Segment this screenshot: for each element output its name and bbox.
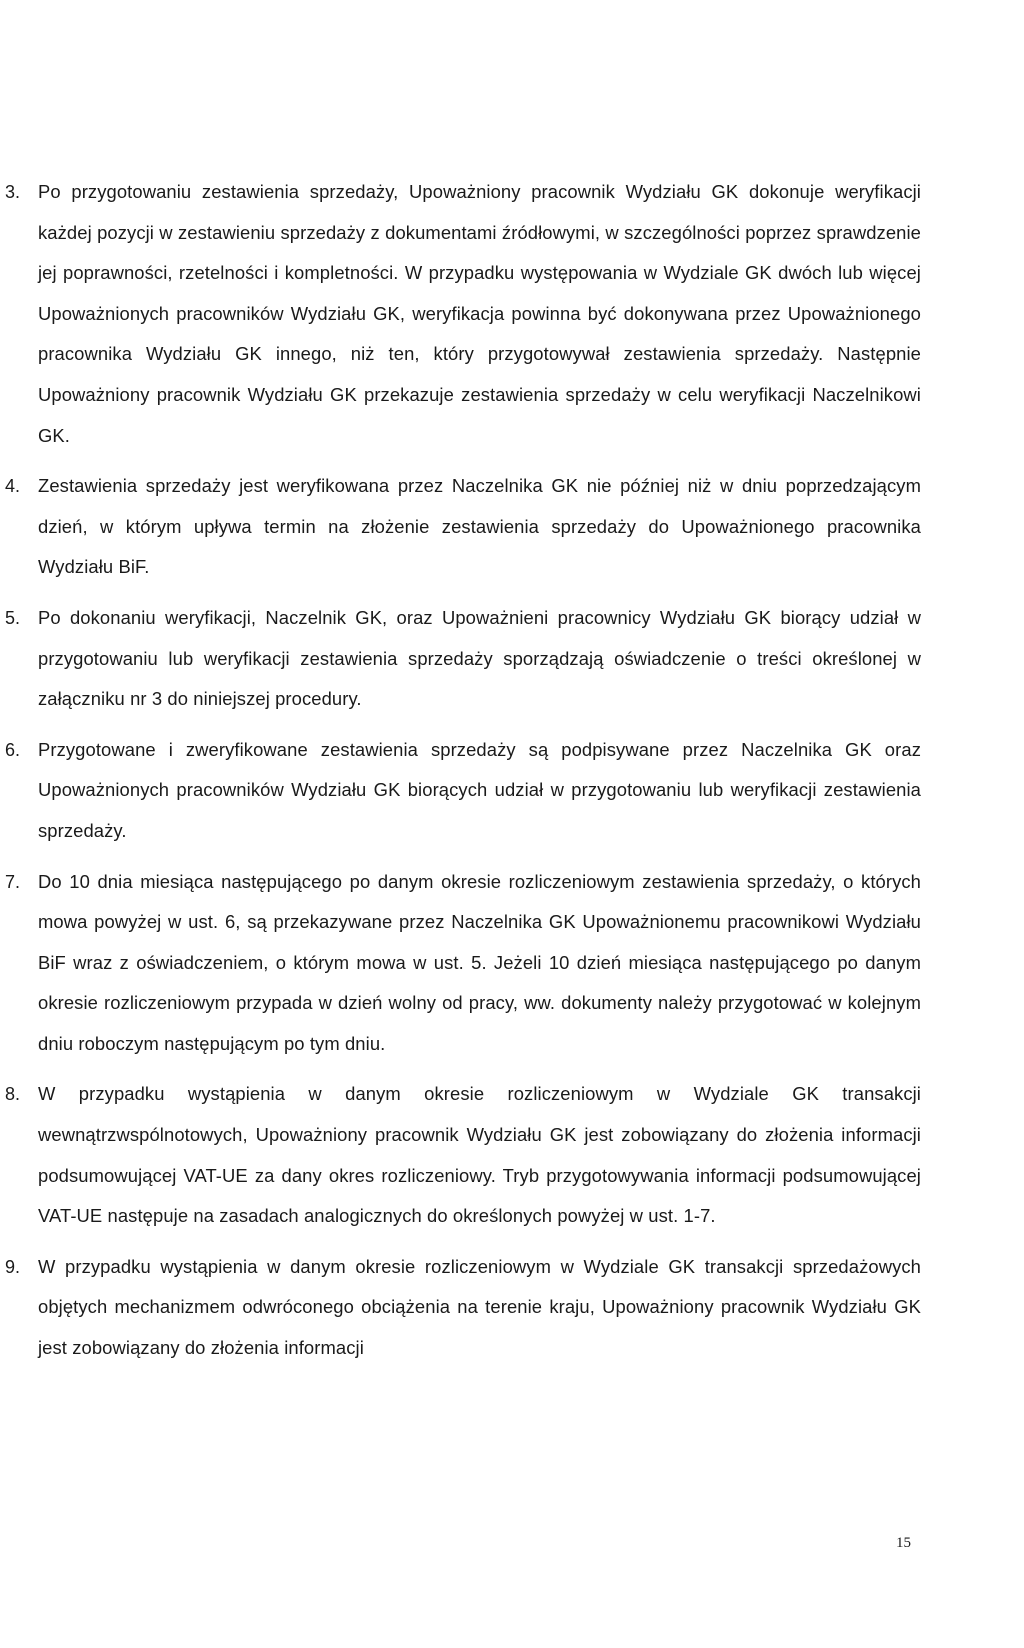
- item-number: 9.: [5, 1256, 21, 1277]
- numbered-paragraph-list: [0, 172, 1024, 1379]
- item-text: Po przygotowaniu zestawienia sprzedaży, Upoważniony pracownik Wydziału GK dokonuje weryfikacji każdej pozycji w zestawieniu sprzedaży z dokumentami źródłowymi, w szczególności poprzez sprawdzenie jej poprawności, rzetelności i kompletności. W przypadku występowania w Wydziale GK dwóch lub więcej Upoważnionych pracowników Wydziału GK, weryfikacja powinna być dokonywana przez Upoważnionego pracownika Wydziału GK innego, niż ten, który przygotowywał zestawienia sprzedaży. Następnie Upoważniony pracownik Wydziału GK przekazuje zestawienia sprzedaży w celu weryfikacji Naczelnikowi GK.: [38, 181, 921, 446]
- item-text: Przygotowane i zweryfikowane zestawienia sprzedaży są podpisywane przez Naczelnika GK oraz Upoważnionych pracowników Wydziału GK biorących udział w przygotowaniu lub weryfikacji zestawienia sprzedaży.: [38, 738, 921, 841]
- page-number: 15: [896, 1535, 911, 1551]
- list-item: [0, 598, 921, 720]
- list-item: [0, 1247, 921, 1369]
- item-text: Do 10 dnia miesiąca następującego po danym okresie rozliczeniowym zestawienia sprzedaży, o których mowa powyżej w ust. 6, są przekazywane przez Naczelnika GK Upoważnionemu pracownikowi Wydziału BiF wraz z oświadczeniem, o którym mowa w ust. 5. Jeżeli 10 dzień miesiąca następującego po danym okresie rozliczeniowym przypada w dzień wolny od pracy, ww. dokumenty należy przygotować w kolejnym dniu roboczym następującym po tym dniu.: [38, 870, 921, 1054]
- item-text: W przypadku wystąpienia w danym okresie rozliczeniowym w Wydziale GK transakcji wewnątrzwspólnotowych, Upoważniony pracownik Wydziału GK jest zobowiązany do złożenia informacji podsumowującej VAT-UE za dany okres rozliczeniowy. Tryb przygotowywania informacji podsumowującej VAT-UE następuje na zasadach analogicznych do określonych powyżej w ust. 1-7.: [38, 1083, 921, 1227]
- list-item: [0, 466, 921, 588]
- item-number: 3.: [5, 182, 21, 202]
- item-text: Zestawienia sprzedaży jest weryfikowana przez Naczelnika GK nie później niż w dniu poprzedzającym dzień, w którym upływa termin na złożenie zestawienia sprzedaży do Upoważnionego pracownika Wydziału BiF.: [38, 475, 921, 578]
- item-text: W przypadku wystąpienia w danym okresie rozliczeniowym w Wydziale GK transakcji sprzedażowych objętych mechanizmem odwróconego obciążenia na terenie kraju, Upoważniony pracownik Wydziału GK jest zobowiązany do złożenia informacji: [38, 1255, 921, 1359]
- item-number: 7.: [5, 871, 21, 892]
- list-item: [0, 172, 921, 456]
- list-item: [0, 730, 921, 852]
- list-item: [0, 862, 921, 1065]
- item-text: Po dokonaniu weryfikacji, Naczelnik GK, oraz Upoważnieni pracownicy Wydziału GK biorący udział w przygotowaniu lub weryfikacji zestawienia sprzedaży sporządzają oświadczenie o treści określonej w załączniku nr 3 do niniejszej procedury.: [38, 606, 921, 710]
- item-number: 8.: [5, 1084, 21, 1105]
- item-number: 5.: [5, 607, 21, 628]
- item-number: 6.: [5, 739, 21, 760]
- list-item: [0, 1074, 921, 1236]
- item-number: 4.: [5, 476, 21, 497]
